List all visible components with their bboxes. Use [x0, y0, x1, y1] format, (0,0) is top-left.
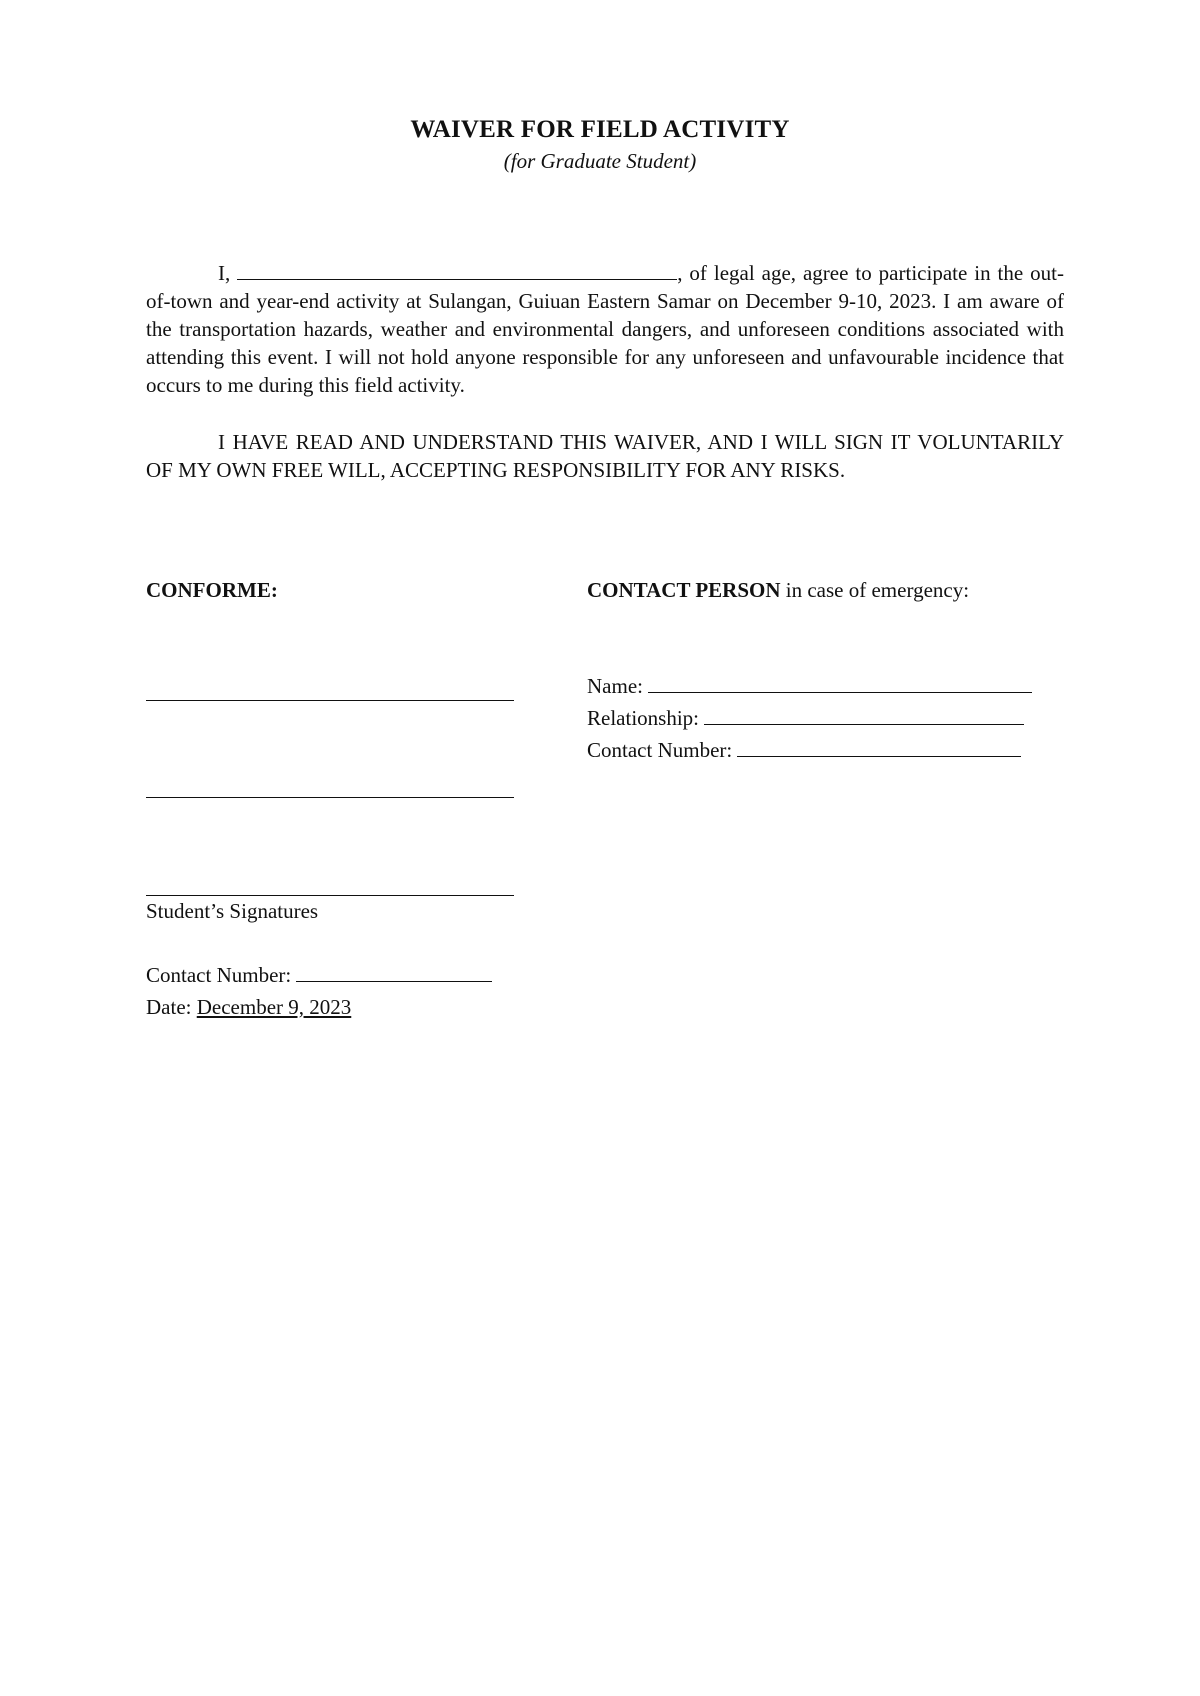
contact-number-label: Contact Number:: [587, 738, 738, 762]
signature-line: [146, 700, 514, 701]
participant-name-blank: [237, 261, 677, 280]
contact-person-heading: [587, 578, 969, 603]
paragraph-start: I,: [218, 261, 238, 285]
date-value: December 9, 2023: [196, 995, 352, 1019]
contact-person-bold: CONTACT PERSON: [587, 578, 781, 602]
contact-number-row: [587, 738, 1021, 763]
contact-relationship-blank: [704, 706, 1024, 725]
date-row: [146, 995, 351, 1020]
contact-name-label: Name:: [587, 674, 649, 698]
contact-relationship-row: [587, 706, 1024, 731]
contact-name-blank: [648, 674, 1032, 693]
signature-line: [146, 797, 514, 798]
conforme-label: CONFORME:: [146, 578, 278, 602]
paragraph-body: , of legal age, agree to participate in the out-of-town and year-end activity at Sulangan, Guiuan Eastern Samar on December 9-10, 2023. I am aware of the transportation hazards, weather and environmental dangers, and unforeseen conditions associated with attending this event. I will not hold anyone responsible for any unforeseen and unfavourable incidence that occurs to me during this field activity.: [146, 261, 1064, 397]
signature-line: [146, 895, 514, 896]
student-contact-blank: [296, 963, 492, 982]
student-contact-row: [146, 963, 492, 988]
student-contact-label: Contact Number:: [146, 963, 297, 987]
contact-number-blank: [737, 738, 1021, 757]
contact-name-row: [587, 674, 1032, 699]
contact-relationship-label: Relationship:: [587, 706, 705, 730]
student-signatures-label: Student’s Signatures: [146, 899, 319, 923]
contact-person-rest: in case of emergency:: [780, 578, 970, 602]
document-subtitle: (for Graduate Student): [503, 149, 697, 173]
waiver-paragraph: [146, 259, 1064, 399]
document-title: WAIVER FOR FIELD ACTIVITY: [410, 116, 790, 143]
acknowledgement-paragraph: I HAVE READ AND UNDERSTAND THIS WAIVER, AND I WILL SIGN IT VOLUNTARILY OF MY OWN FREE WILL, ACCEPTING RESPONSIBILITY FOR ANY RISKS.: [146, 430, 1064, 482]
date-label: Date:: [146, 995, 197, 1019]
